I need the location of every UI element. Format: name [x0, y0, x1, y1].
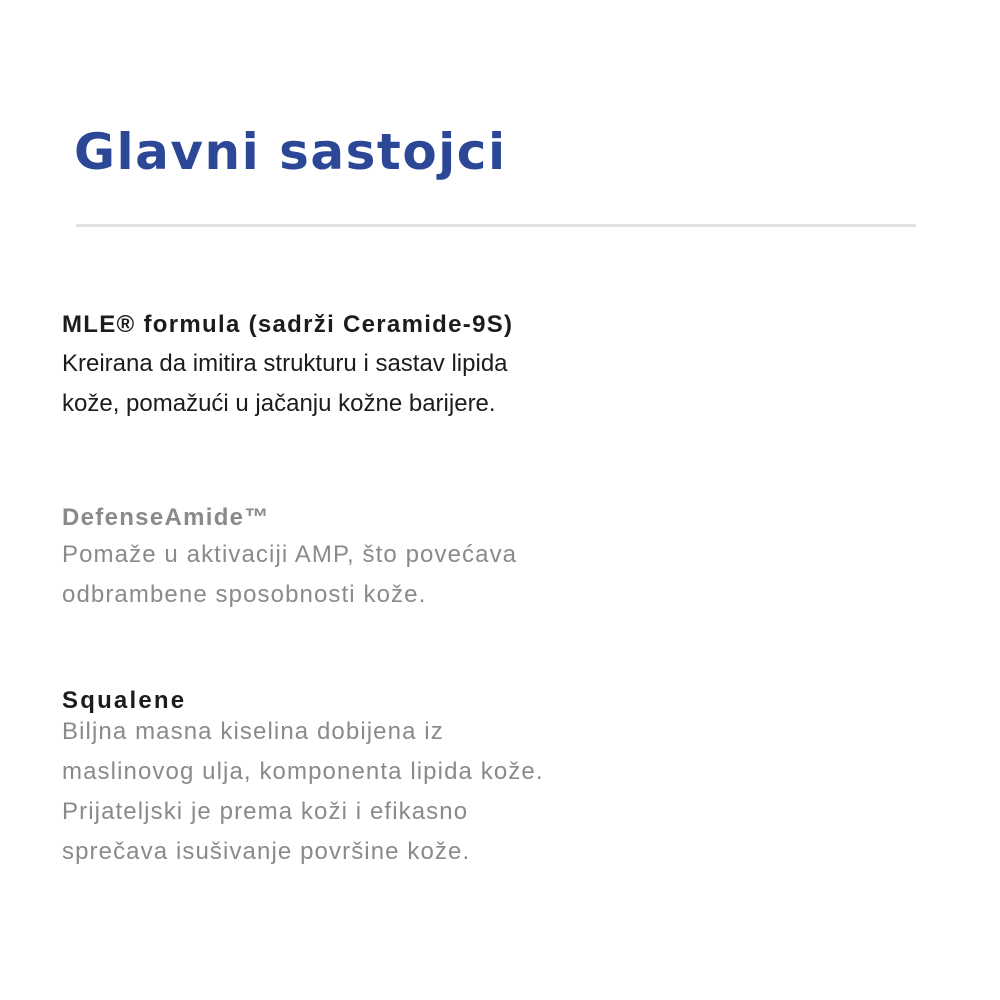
- description-line: Prijateljski je prema koži i efikasno: [62, 798, 469, 825]
- ingredient-description: [62, 344, 942, 424]
- ingredient-squalene: [62, 686, 942, 872]
- description-line: sprečava isušivanje površine kože.: [62, 838, 471, 865]
- title-divider: [76, 224, 916, 227]
- ingredient-name: Squalene: [62, 687, 187, 714]
- description-line: Pomaže u aktivaciji AMP, što povećava: [62, 541, 518, 568]
- ingredient-name: MLE® formula (sadrži Ceramide-9S): [62, 311, 514, 338]
- description-line: maslinovog ulja, komponenta lipida kože.: [62, 758, 544, 785]
- description-line: Biljna masna kiselina dobijena iz: [62, 718, 444, 745]
- page-title: Glavni sastojci: [74, 123, 507, 181]
- ingredient-mle-formula: [62, 310, 942, 424]
- ingredient-description: [62, 712, 942, 872]
- description-line: Kreirana da imitira strukturu i sastav lipida: [62, 350, 508, 377]
- ingredient-name: DefenseAmide™: [62, 504, 270, 531]
- ingredient-description: [62, 535, 942, 615]
- description-line: odbrambene sposobnosti kože.: [62, 581, 427, 608]
- ingredient-defenseamide: [62, 503, 942, 615]
- description-line: kože, pomažući u jačanju kožne barijere.: [62, 390, 496, 417]
